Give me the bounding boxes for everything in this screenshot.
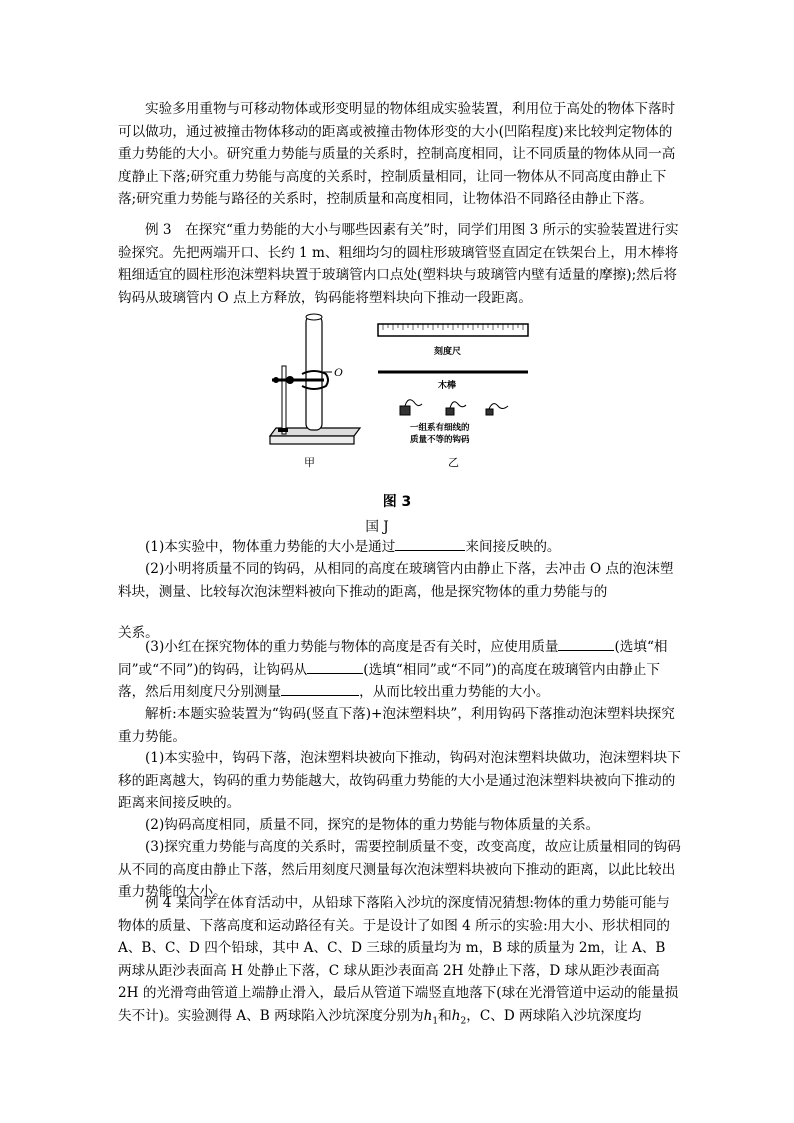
example-4-paragraph: [118, 892, 682, 1033]
question-2-tail: 关系。: [118, 625, 159, 641]
answer-blank-1[interactable]: [395, 536, 465, 551]
q3-text-c: (选填“相同”或“不同”)的高度在玻璃管内由静止下落，然后用刻度尺分别测量: [118, 661, 660, 700]
figure-subtitle: 国 J: [365, 519, 389, 535]
label-weights-line1: 一组系有细线的: [410, 423, 470, 433]
q3-text-d: ，从而比较出重力势能的大小。: [359, 684, 550, 700]
figure-title: 图 3: [382, 494, 412, 510]
q1-text-a: (1)本实验中，物体重力势能的大小是通过: [145, 539, 396, 555]
analysis-1: (1)本实验中，钩码下落，泡沫塑料块被向下推动，钩码对泡沫塑料块做功，泡沫塑料块下移的距离越大，钩码的重力势能越大，故钩码重力势能的大小是通过泡沫塑料块被向下推动的距离来间接反映的。: [118, 750, 681, 811]
var-h2: h: [451, 1007, 461, 1024]
var-h1: h: [423, 1007, 433, 1024]
label-ruler: 刻度尺: [434, 347, 462, 357]
q3-text-a: (3)小红在探究物体的重力势能与物体的高度是否有关时，应使用质量: [145, 639, 559, 655]
analysis-3: (3)探究重力势能与高度的关系时，需要控制质量不变，改变高度，故应让质量相同的钩码从不同的高度由静止下落，然后用刻度尺测量每次泡沫塑料块被向下推动的距离，以此比较出重力势能的大小。: [118, 839, 681, 900]
question-3: [118, 636, 682, 704]
analysis-intro: 解析:本题实验装置为“钩码(竖直下落)+泡沫塑料块”，利用钩码下落推动泡沫塑料块探究重力势能。: [118, 706, 675, 745]
label-stick: 木棒: [438, 381, 457, 391]
example-4-tail: ，C、D 两球陷入沙坑深度均: [466, 1007, 642, 1024]
hook-weights: [400, 400, 508, 415]
var-h1-sub: 1: [432, 1016, 439, 1027]
var-h2-sub: 2: [460, 1016, 467, 1027]
question-2: (2)小明将质量不同的钩码，从相同的高度在玻璃管内由静止下落，去冲击 O 点的泡沫塑料块，测量、比较每次泡沫塑料被向下推动的距离，他是探究物体的重力势能与的: [118, 561, 674, 600]
q3-text-b: (选填“相同”或“不同”)的钩码，让钩码从: [118, 639, 668, 678]
label-jia: 甲: [304, 456, 315, 469]
intro-paragraph: 实验多用重物与可移动物体或形变明显的物体组成实验装置，利用位于高处的物体下落时可以做功，通过被撞击物体移动的距离或被撞击物体形变的大小(凹陷程度)来比较判定物体的重力势能的大小。研究重力势能与质量的关系时，控制高度相同，让不同质量的物体从同一高度静止下落;研究重力势能与高度的关系时，控制质量相同，让同一物体从不同高度由静止下落;研究重力势能与路径的关系时，控制质量和高度相同，让物体沿不同路径由静止下落。: [118, 101, 676, 207]
label-yi: 乙: [448, 456, 459, 469]
ruler: [378, 324, 528, 336]
label-o: O: [334, 365, 343, 379]
example-3-paragraph: 例 3 在探究“重力势能的大小与哪些因素有关”时，同学们用图 3 所示的实验装置进行实验探究。先把两端开口、长约 1 m、粗细均匀的圆柱形玻璃管竖直固定在铁架台上，用木棒将粗细适宜的圆柱形泡沫塑料块置于玻璃管内口点处(塑料块与玻璃管内壁有适量的摩擦);然后将钩码从玻璃管内 O 点上方释放，钩码能将塑料块向下推动一段距离。: [118, 222, 679, 306]
answer-blank-2[interactable]: [558, 636, 614, 651]
answer-blank-4[interactable]: [281, 681, 359, 696]
stand-jia: [270, 314, 360, 444]
label-weights-line2: 质量不等的钩码: [410, 435, 470, 445]
answer-blank-3[interactable]: [307, 659, 363, 674]
q1-text-b: 来间接反映的。: [465, 539, 561, 555]
figure-3-apparatus: [262, 308, 542, 508]
question-1: [118, 536, 682, 559]
analysis-2: (2)钩码高度相同，质量不同，探究的是物体的重力势能与物体质量的关系。: [145, 817, 600, 833]
and-word: 和: [438, 1007, 452, 1024]
example-4-text: 例 4 某同学在体育活动中，从铅球下落陷入沙坑的深度情况猜想:物体的重力势能可能与物体的质量、下落高度和运动路径有关。于是设计了如图 4 所示的实验:用大小、形状相同的 A、B、C、D 四个铅球，其中 A、C、D 三球的质量均为 m，B 球的质量为 2m，让 A、B 两球从距沙表面高 H 处静止下落，C 球从距沙表面高 2H 处静止下落，D 球从距沙表面高 2H 的光滑弯曲管道上端静止滑入，最后从管道下端竖直地落下(球在光滑管道中运动的能量损失不计)。实验测得 A、B 两球陷入沙坑深度分别为: [118, 895, 679, 1024]
